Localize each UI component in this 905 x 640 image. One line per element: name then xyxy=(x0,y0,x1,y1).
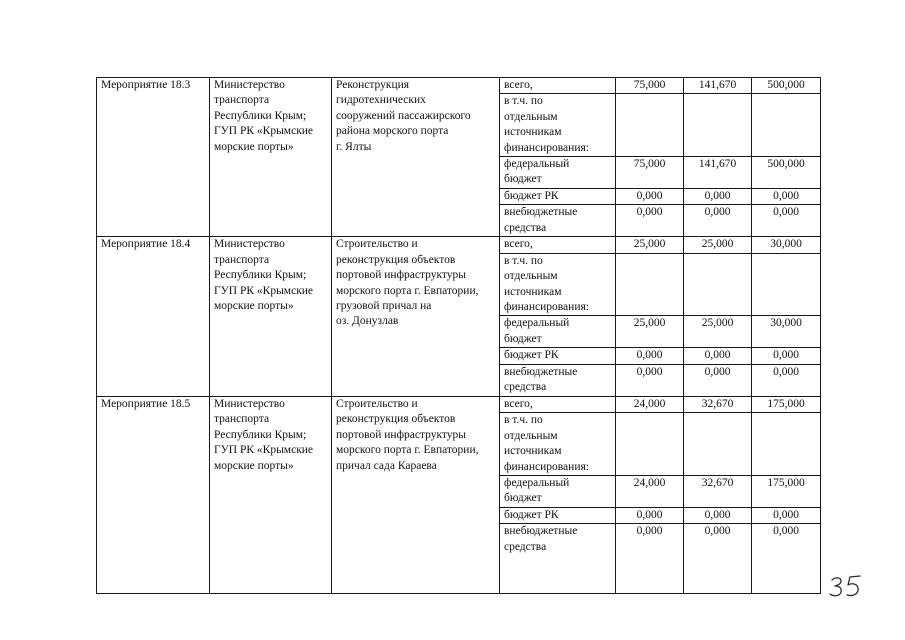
value-cell xyxy=(616,413,684,476)
value-cell: 30,000 xyxy=(752,237,821,253)
value-cell: 0,000 xyxy=(616,348,684,364)
source-cell: федеральный бюджет xyxy=(500,475,616,507)
value-cell: 0,000 xyxy=(752,507,821,523)
value-cell: 175,000 xyxy=(752,396,821,412)
value-cell: 0,000 xyxy=(616,507,684,523)
value-cell: 25,000 xyxy=(684,316,752,348)
measure-name: Мероприятие 18.4 xyxy=(97,237,210,396)
value-cell xyxy=(684,94,752,157)
financing-table xyxy=(96,77,821,594)
source-cell: всего, xyxy=(500,237,616,253)
value-cell: 30,000 xyxy=(752,316,821,348)
source-cell: внебюджетные средства xyxy=(500,524,616,594)
value-cell: 0,000 xyxy=(752,205,821,237)
value-cell: 75,000 xyxy=(616,157,684,189)
value-cell: 500,000 xyxy=(752,157,821,189)
measure-name: Мероприятие 18.3 xyxy=(97,78,210,237)
value-cell: 0,000 xyxy=(684,189,752,205)
value-cell: 141,670 xyxy=(684,78,752,94)
executor-cell: Министерство транспорта Республики Крым; ГУП РК «Крымские морские порты» xyxy=(210,237,332,396)
source-cell: в т.ч. по отдельным источникам финансирования: xyxy=(500,94,616,157)
source-cell: федеральный бюджет xyxy=(500,157,616,189)
source-cell: в т.ч. по отдельным источникам финансирования: xyxy=(500,413,616,476)
value-cell: 0,000 xyxy=(684,364,752,396)
value-cell: 0,000 xyxy=(752,364,821,396)
value-cell: 0,000 xyxy=(684,507,752,523)
executor-cell: Министерство транспорта Республики Крым; ГУП РК «Крымские морские порты» xyxy=(210,78,332,237)
source-cell: федеральный бюджет xyxy=(500,316,616,348)
description-cell: Строительство и реконструкция объектов портовой инфраструктуры морского порта г. Евпатории, грузовой причал на оз. Донузлав xyxy=(332,237,500,396)
source-cell: бюджет РК xyxy=(500,507,616,523)
value-cell xyxy=(752,253,821,316)
value-cell: 25,000 xyxy=(616,237,684,253)
value-cell: 0,000 xyxy=(684,524,752,594)
value-cell: 0,000 xyxy=(752,524,821,594)
value-cell xyxy=(616,94,684,157)
value-cell xyxy=(616,253,684,316)
value-cell xyxy=(684,413,752,476)
value-cell: 24,000 xyxy=(616,396,684,412)
source-cell: всего, xyxy=(500,396,616,412)
value-cell: 0,000 xyxy=(616,205,684,237)
value-cell: 0,000 xyxy=(616,189,684,205)
value-cell: 0,000 xyxy=(684,205,752,237)
value-cell: 0,000 xyxy=(752,189,821,205)
measure-name: Мероприятие 18.5 xyxy=(97,396,210,593)
value-cell: 0,000 xyxy=(616,364,684,396)
source-cell: внебюджетные средства xyxy=(500,364,616,396)
value-cell xyxy=(752,413,821,476)
value-cell: 24,000 xyxy=(616,475,684,507)
value-cell xyxy=(752,94,821,157)
source-cell: внебюджетные средства xyxy=(500,205,616,237)
value-cell: 141,670 xyxy=(684,157,752,189)
value-cell: 32,670 xyxy=(684,475,752,507)
value-cell: 0,000 xyxy=(616,524,684,594)
source-cell: в т.ч. по отдельным источникам финансирования: xyxy=(500,253,616,316)
description-cell: Реконструкция гидротехнических сооружений пассажирского района морского порта г. Ялты xyxy=(332,78,500,237)
source-cell: бюджет РК xyxy=(500,189,616,205)
value-cell: 25,000 xyxy=(684,237,752,253)
source-cell: бюджет РК xyxy=(500,348,616,364)
value-cell: 500,000 xyxy=(752,78,821,94)
value-cell: 25,000 xyxy=(616,316,684,348)
table-row xyxy=(97,396,821,412)
value-cell: 32,670 xyxy=(684,396,752,412)
value-cell: 0,000 xyxy=(684,348,752,364)
value-cell: 175,000 xyxy=(752,475,821,507)
table-row xyxy=(97,78,821,94)
value-cell xyxy=(684,253,752,316)
executor-cell: Министерство транспорта Республики Крым; ГУП РК «Крымские морские порты» xyxy=(210,396,332,593)
table-body xyxy=(97,78,821,594)
description-cell: Строительство и реконструкция объектов портовой инфраструктуры морского порта г. Евпатории, причал сада Караева xyxy=(332,396,500,593)
source-cell: всего, xyxy=(500,78,616,94)
table-row xyxy=(97,237,821,253)
handwritten-page-number xyxy=(826,572,866,600)
value-cell: 0,000 xyxy=(752,348,821,364)
value-cell: 75,000 xyxy=(616,78,684,94)
